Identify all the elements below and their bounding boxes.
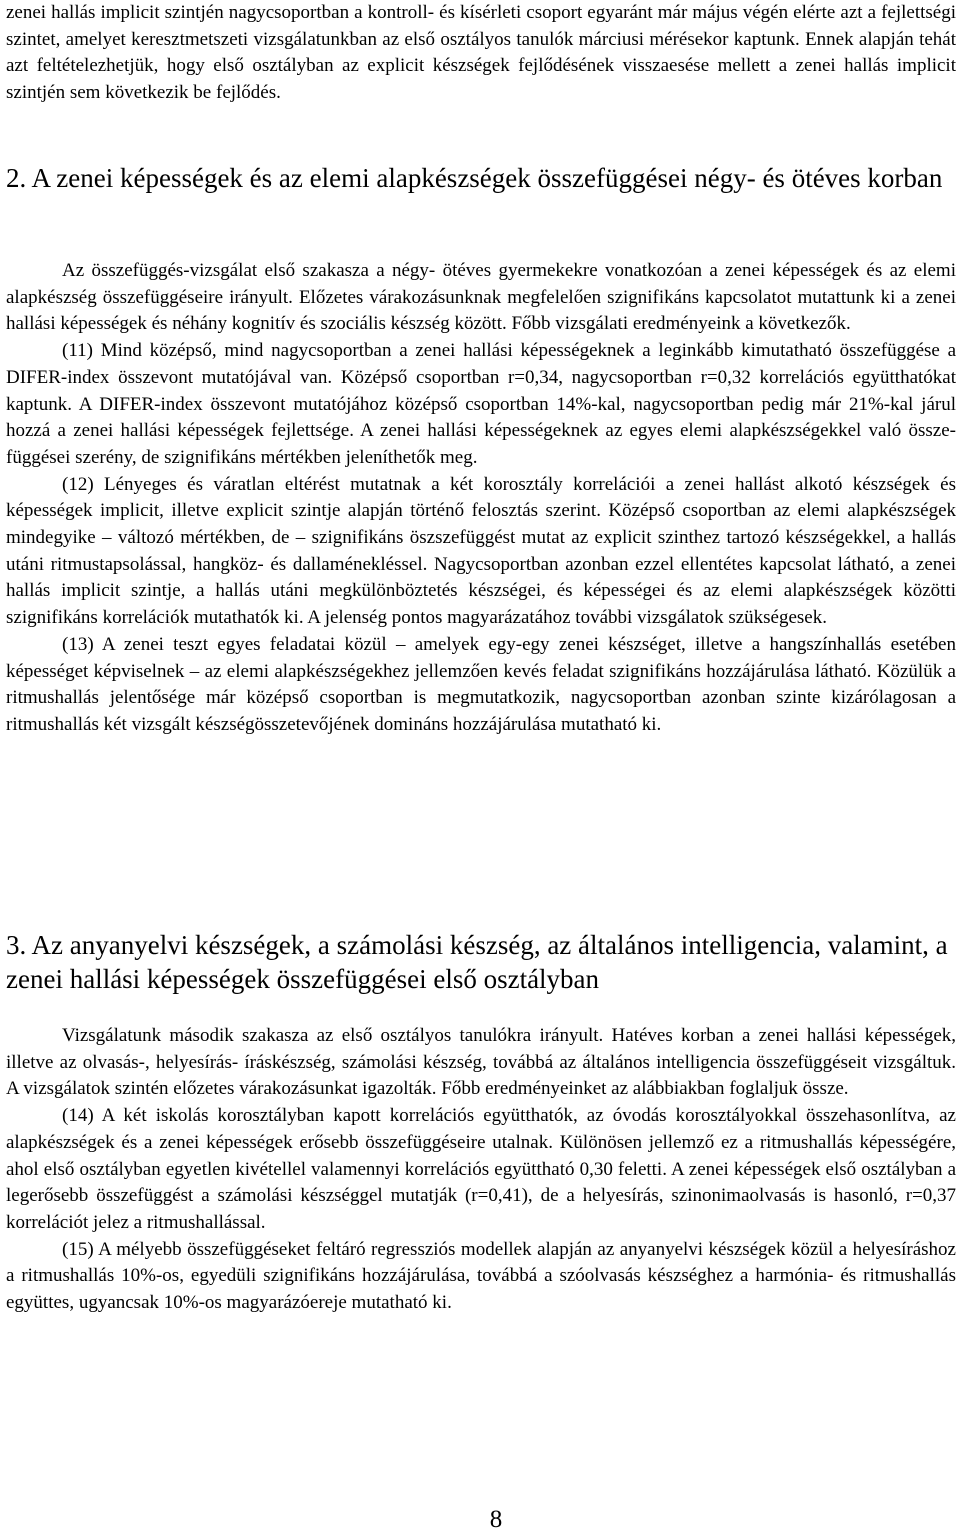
section-2-paragraph-12: (12) Lényeges és váratlan eltérést mutatnak a két korosztály korrelációi a zenei hallást alkotó készségek és képességek implicit, illetve explicit szintje alapján történő felosztás szerint. Középső csoportban az elemi alapkészségek mindegyike – változó mértékben, de – szignifikáns öszszefüggést mutat az explicit szinthez tartozó készségekkel, a hallás utáni ritmustapsolással, hangköz- és dallaménekléssel. Nagycsoportban azonban ezzel ellentétes kapcsolat látható, a zenei hallás implicit szintje, a hallás utáni megkülönböztetés készségei, és képességei és az elemi alapkészségek közötti szignifikáns korrelációk mutathatók ki. A jelenség pontos magyarázatához további vizsgálatok szükségesek. [6,473,956,629]
section-3-paragraph-14: (14) A két iskolás korosztályban kapott korrelációs együtthatók, az óvodás korosztályokkal összehasonlítva, az alapkészségek és a zenei képességek erősebb összefüggéseire utalnak. Különösen jellemző ez a ritmushallás képességére, ahol első osztályban egyetlen kivétellel valamennyi korrelációs együttható 0,30 feletti. A zenei képességek első osztályban a legerősebb összefüggést a számolási készséggel mutatják (r=0,41), de a helyesírás, szinonimaolvasás is hasonló, r=0,37 korrelációt jelez a ritmushallással. [6,1105,956,1233]
section-2-heading: 2. A zenei képességek és az elemi alapkészségek összefüggései négy- és ötéves korban [6,163,943,193]
section-2-body [6,258,956,739]
section-2-paragraph-11: (11) Mind középső, mind nagycsoportban a zenei hallási képességeknek a leginkább kimutatható összefüggése a DIFER-index összevont mutatójával van. Középső csoportban r=0,34, nagycsoportban r=0,32 korrelációs együtthatókat kaptunk. A DIFER-index összevont mutatójához középső csoportban 14%-kal, nagycsoportban pedig már 21%-kal járul hozzá a zenei hallási képességek fejlettsége. A zenei hallási képességeknek az egyes elemi alapkészségekkel való összefüggései szerény, de szignifikáns mértékben jeleníthetők meg. [6,340,956,468]
section-3-paragraph-15: (15) A mélyebb összefüggéseket feltáró regressziós modellek alapján az anyanyelvi készségek közül a helyesíráshoz a ritmushallás 10%-os, egyedüli szignifikáns hozzájárulása, továbbá a szóolvasás készséghez a harmónia- és ritmushallás együttes, ugyancsak 10%-os magyarázóereje mutatható ki. [6,1238,956,1314]
section-3-heading: 3. Az anyanyelvi készségek, a számolási készség, az általános intelligencia, valamint, a zenei hallási képességek összefüggései első osztályban [6,930,948,994]
section-3-body [6,1023,956,1317]
page-number: 8 [489,1506,503,1533]
section-3-paragraph-intro: Vizsgálatunk második szakasza az első osztályos tanulókra irányult. Hatéves korban a zenei hallási képességek, illetve az olvasás-, helyesírás- íráskészség, számolási készség, továbbá az általános intelligencia összefüggéseit vizsgáltuk. A vizsgálatok szintén előzetes várakozásunkat igazolták. Főbb eredményeinket az alábbiakban foglaljuk össze. [6,1025,956,1100]
section-2-paragraph-intro: Az összefüggés-vizsgálat első szakasza a négy- ötéves gyermekekre vonatkozóan a zenei képességek és az elemi alapkészség összefüggéseire irányult. Előzetes várakozásunknak megfelelően szignifikáns kapcsolatot mutattunk ki a zenei hallási képességek és néhány kognitív és szociális készség között. Főbb vizsgálati eredményeink a következők. [6,260,956,335]
section-2-paragraph-13: (13) A zenei teszt egyes feladatai közül – amelyek egy-egy zenei készséget, illetve a hangszínhallás esetében képességet képviselnek – az elemi alapkészségekhez jellemzően kevés feladat szignifikáns hozzájárulása látható. Közülük a ritmushallás jelentősége már középső csoportban is megmutatkozik, nagycsoportban azonban szinte kizárólagosan a ritmushallás két vizsgált készségösszetevőjének domináns hozzájárulása mutatható ki. [6,633,956,735]
intro-paragraph: zenei hallás implicit szintjén nagycsoportban a kontroll- és kísérleti csoport egyaránt már május végén elérte azt a fejlettségi szintet, amelyet keresztmetszeti vizsgálatunkban az első osztályos tanulók márciusi mérésekor kaptunk. Ennek alapján tehát azt feltételezhetjük, hogy első osztályban az explicit készségek fejlődésének visszaesése mellett a zenei hallás implicit szintjén sem következik be fejlődés. [6,2,956,104]
